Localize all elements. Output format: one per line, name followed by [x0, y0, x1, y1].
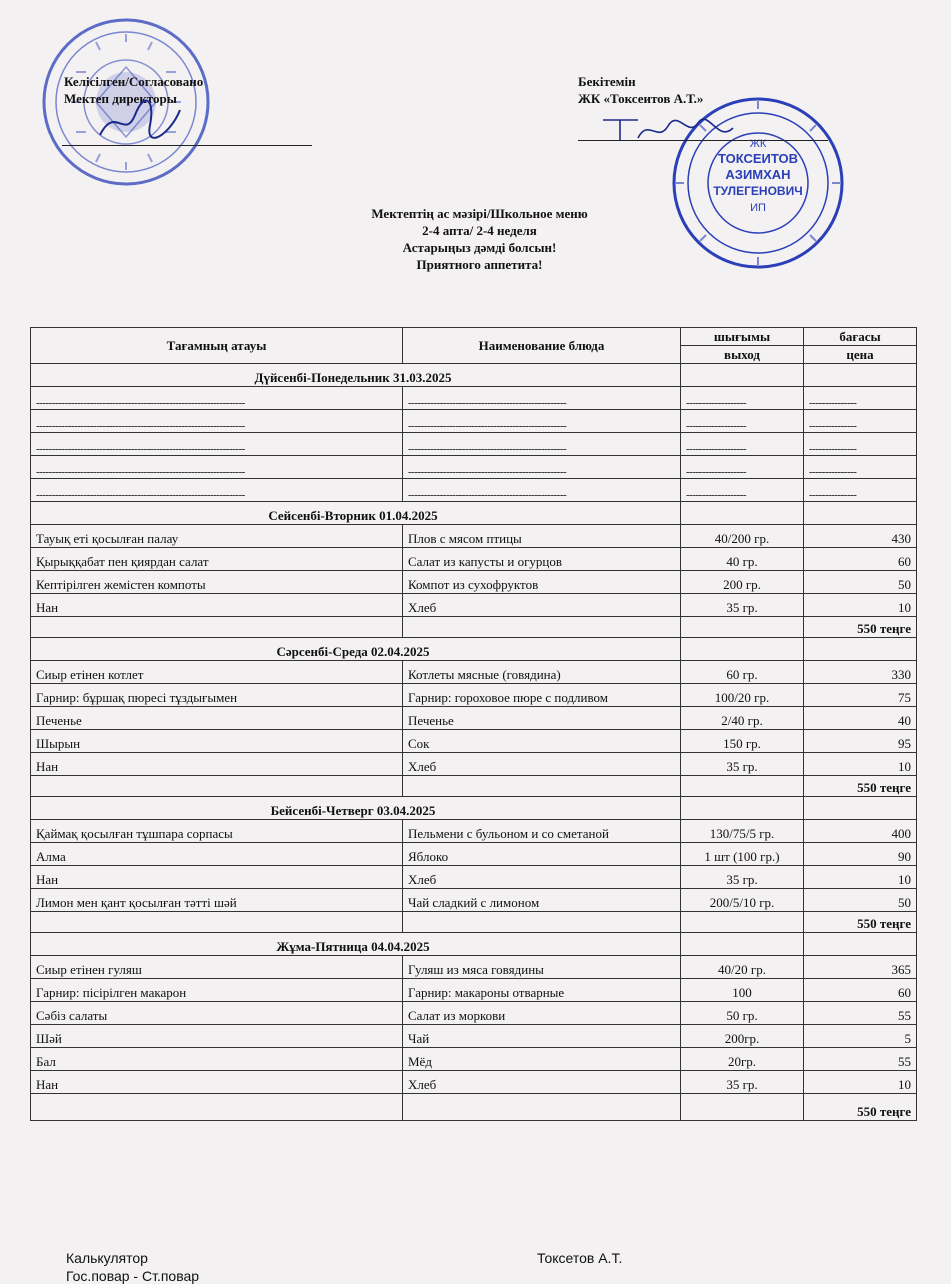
dish-kz: Қаймақ қосылған тұшпара сорпасы — [31, 820, 403, 843]
day-total: 550 теңге — [804, 776, 917, 797]
dish-ru: Компот из сухофруктов — [403, 571, 681, 594]
dash-cell: -------------------------------------------------- — [403, 410, 681, 433]
table-row — [31, 410, 917, 433]
table-row — [31, 1025, 917, 1048]
dish-ru: Салат из капусты и огурцов — [403, 548, 681, 571]
dish-ru: Хлеб — [403, 866, 681, 889]
dash-cell: ------------------- — [681, 387, 804, 410]
table-row — [31, 707, 917, 730]
stamp-text-line: ЖК — [749, 138, 767, 150]
dish-ru: Котлеты мясные (говядина) — [403, 661, 681, 684]
dish-kz: Алма — [31, 843, 403, 866]
day-label: Дүйсенбі-Понедельник 31.03.2025 — [31, 364, 681, 387]
dish-kz: Шырын — [31, 730, 403, 753]
header-price-kz: бағасы — [804, 328, 917, 346]
total-row — [31, 617, 917, 638]
table-row — [31, 956, 917, 979]
dish-ru: Гарнир: макароны отварные — [403, 979, 681, 1002]
day-row — [31, 797, 917, 820]
menu-title — [0, 205, 951, 273]
table-row — [31, 525, 917, 548]
dish-kz: Шәй — [31, 1025, 403, 1048]
dish-ru: Салат из моркови — [403, 1002, 681, 1025]
dash-cell: --------------- — [804, 387, 917, 410]
day-total: 550 теңге — [804, 617, 917, 638]
dish-kz: Нан — [31, 1071, 403, 1094]
dish-price: 40 — [804, 707, 917, 730]
dish-kz: Печенье — [31, 707, 403, 730]
dash-cell: ------------------------------------------------------------------ — [31, 479, 403, 502]
footer-calculator: Калькулятор — [66, 1250, 148, 1266]
dish-price: 430 — [804, 525, 917, 548]
approval-left-line2: Мектеп директоры — [64, 91, 177, 106]
dash-cell: --------------- — [804, 479, 917, 502]
dish-ru: Мёд — [403, 1048, 681, 1071]
dish-output: 100/20 гр. — [681, 684, 804, 707]
dish-kz: Бал — [31, 1048, 403, 1071]
dish-output: 35 гр. — [681, 1071, 804, 1094]
dish-kz: Гарнир: бұршақ пюресі тұздығымен — [31, 684, 403, 707]
table-header-row — [31, 328, 917, 346]
approval-left-line1: Келісілген/Согласовано — [64, 74, 204, 89]
dish-kz: Нан — [31, 866, 403, 889]
dish-ru: Чай — [403, 1025, 681, 1048]
stamp-text-line: АЗИМХАН — [725, 167, 791, 182]
table-row — [31, 843, 917, 866]
table-row — [31, 594, 917, 617]
stamp-text-line: ТОКСЕИТОВ — [717, 151, 799, 166]
approval-right-line2: ЖК «Токсеитов А.Т.» — [578, 91, 704, 106]
dash-cell: ------------------------------------------------------------------ — [31, 456, 403, 479]
dish-kz: Қырыққабат пен қиярдан салат — [31, 548, 403, 571]
dish-price: 90 — [804, 843, 917, 866]
day-row — [31, 502, 917, 525]
dish-price: 60 — [804, 979, 917, 1002]
dish-price: 365 — [804, 956, 917, 979]
dash-cell: ------------------- — [681, 410, 804, 433]
dish-price: 330 — [804, 661, 917, 684]
dish-output: 20гр. — [681, 1048, 804, 1071]
dish-output: 40/200 гр. — [681, 525, 804, 548]
dash-cell: ------------------- — [681, 433, 804, 456]
dish-kz: Сиыр етінен гуляш — [31, 956, 403, 979]
table-row — [31, 479, 917, 502]
dish-kz: Тауық еті қосылған палау — [31, 525, 403, 548]
dish-output: 40 гр. — [681, 548, 804, 571]
title-line4: Приятного аппетита! — [416, 257, 543, 272]
dish-output: 130/75/5 гр. — [681, 820, 804, 843]
dish-price: 10 — [804, 594, 917, 617]
dish-kz: Лимон мен қант қосылған тәтті шәй — [31, 889, 403, 912]
header-output-kz: шығымы — [681, 328, 804, 346]
approval-right-line1: Бекітемін — [578, 74, 636, 89]
table-row — [31, 1071, 917, 1094]
dish-output: 35 гр. — [681, 753, 804, 776]
dish-price: 75 — [804, 684, 917, 707]
dash-cell: -------------------------------------------------- — [403, 433, 681, 456]
title-line1: Мектептің ас мәзірі/Школьное меню — [371, 206, 588, 221]
dish-ru: Печенье — [403, 707, 681, 730]
dish-ru: Гуляш из мяса говядины — [403, 956, 681, 979]
dish-price: 400 — [804, 820, 917, 843]
table-row — [31, 387, 917, 410]
total-row — [31, 1094, 917, 1121]
table-row — [31, 979, 917, 1002]
dish-output: 200/5/10 гр. — [681, 889, 804, 912]
dish-output: 40/20 гр. — [681, 956, 804, 979]
dish-ru: Хлеб — [403, 594, 681, 617]
dish-ru: Плов с мясом птицы — [403, 525, 681, 548]
dish-kz: Сиыр етінен котлет — [31, 661, 403, 684]
table-row — [31, 684, 917, 707]
dish-output: 200 гр. — [681, 571, 804, 594]
dash-cell: ------------------- — [681, 456, 804, 479]
dash-cell: --------------- — [804, 410, 917, 433]
day-row — [31, 638, 917, 661]
dish-output: 2/40 гр. — [681, 707, 804, 730]
signature-line-left — [62, 145, 312, 146]
dash-cell: -------------------------------------------------- — [403, 479, 681, 502]
dash-cell: -------------------------------------------------- — [403, 456, 681, 479]
dish-price: 60 — [804, 548, 917, 571]
dash-cell: ------------------- — [681, 479, 804, 502]
table-row — [31, 661, 917, 684]
entrepreneur-signature — [598, 108, 738, 148]
dish-output: 35 гр. — [681, 866, 804, 889]
dish-ru: Сок — [403, 730, 681, 753]
title-line2: 2-4 апта/ 2-4 неделя — [422, 223, 537, 238]
footer-signatory: Токсетов А.Т. — [537, 1250, 623, 1266]
dish-output: 150 гр. — [681, 730, 804, 753]
dash-cell: ------------------------------------------------------------------ — [31, 410, 403, 433]
dish-kz: Гарнир: пісірілген макарон — [31, 979, 403, 1002]
day-label: Сәрсенбі-Среда 02.04.2025 — [31, 638, 681, 661]
dish-kz: Нан — [31, 753, 403, 776]
dish-output: 200гр. — [681, 1025, 804, 1048]
header-name-ru: Наименование блюда — [403, 328, 681, 364]
table-row — [31, 820, 917, 843]
dish-price: 10 — [804, 1071, 917, 1094]
dish-ru: Хлеб — [403, 753, 681, 776]
table-row — [31, 571, 917, 594]
dish-price: 50 — [804, 571, 917, 594]
table-row — [31, 548, 917, 571]
dash-cell: -------------------------------------------------- — [403, 387, 681, 410]
table-row — [31, 753, 917, 776]
dish-output: 60 гр. — [681, 661, 804, 684]
dash-cell: --------------- — [804, 433, 917, 456]
dish-output: 100 — [681, 979, 804, 1002]
footer-cook: Гос.повар - Ст.повар — [66, 1268, 200, 1284]
day-row — [31, 364, 917, 387]
dish-kz: Кептірілген жемістен компоты — [31, 571, 403, 594]
header-output-ru: выход — [681, 346, 804, 364]
table-row — [31, 1002, 917, 1025]
approval-right — [578, 73, 703, 107]
dish-output: 1 шт (100 гр.) — [681, 843, 804, 866]
table-row — [31, 456, 917, 479]
dish-price: 10 — [804, 866, 917, 889]
dish-ru: Пельмени с бульоном и со сметаной — [403, 820, 681, 843]
day-label: Бейсенбі-Четверг 03.04.2025 — [31, 797, 681, 820]
dish-ru: Гарнир: гороховое пюре с подливом — [403, 684, 681, 707]
dish-price: 5 — [804, 1025, 917, 1048]
dish-ru: Чай сладкий с лимоном — [403, 889, 681, 912]
title-line3: Астарыңыз дәмді болсын! — [402, 240, 557, 255]
day-total: 550 теңге — [804, 912, 917, 933]
dish-output: 50 гр. — [681, 1002, 804, 1025]
dish-price: 95 — [804, 730, 917, 753]
dash-cell: --------------- — [804, 456, 917, 479]
dish-ru: Хлеб — [403, 1071, 681, 1094]
menu-table — [30, 327, 917, 1121]
dish-price: 50 — [804, 889, 917, 912]
stamp-text-line: ИП — [750, 202, 766, 214]
stamp-text-line: ТУЛЕГЕНОВИЧ — [713, 184, 803, 198]
day-label: Сейсенбі-Вторник 01.04.2025 — [31, 502, 681, 525]
dash-cell: ------------------------------------------------------------------ — [31, 433, 403, 456]
total-row — [31, 776, 917, 797]
table-row — [31, 730, 917, 753]
director-signature — [95, 95, 185, 145]
total-row — [31, 912, 917, 933]
dish-price: 55 — [804, 1048, 917, 1071]
header-price-ru: цена — [804, 346, 917, 364]
dish-kz: Нан — [31, 594, 403, 617]
dish-ru: Яблоко — [403, 843, 681, 866]
dish-price: 55 — [804, 1002, 917, 1025]
table-row — [31, 433, 917, 456]
table-row — [31, 889, 917, 912]
dish-kz: Сәбіз салаты — [31, 1002, 403, 1025]
dish-price: 10 — [804, 753, 917, 776]
day-row — [31, 933, 917, 956]
dash-cell: ------------------------------------------------------------------ — [31, 387, 403, 410]
table-row — [31, 1048, 917, 1071]
table-row — [31, 866, 917, 889]
header-name-kz: Тағамның атауы — [31, 328, 403, 364]
dish-output: 35 гр. — [681, 594, 804, 617]
day-total: 550 теңге — [804, 1094, 917, 1121]
day-label: Жұма-Пятница 04.04.2025 — [31, 933, 681, 956]
